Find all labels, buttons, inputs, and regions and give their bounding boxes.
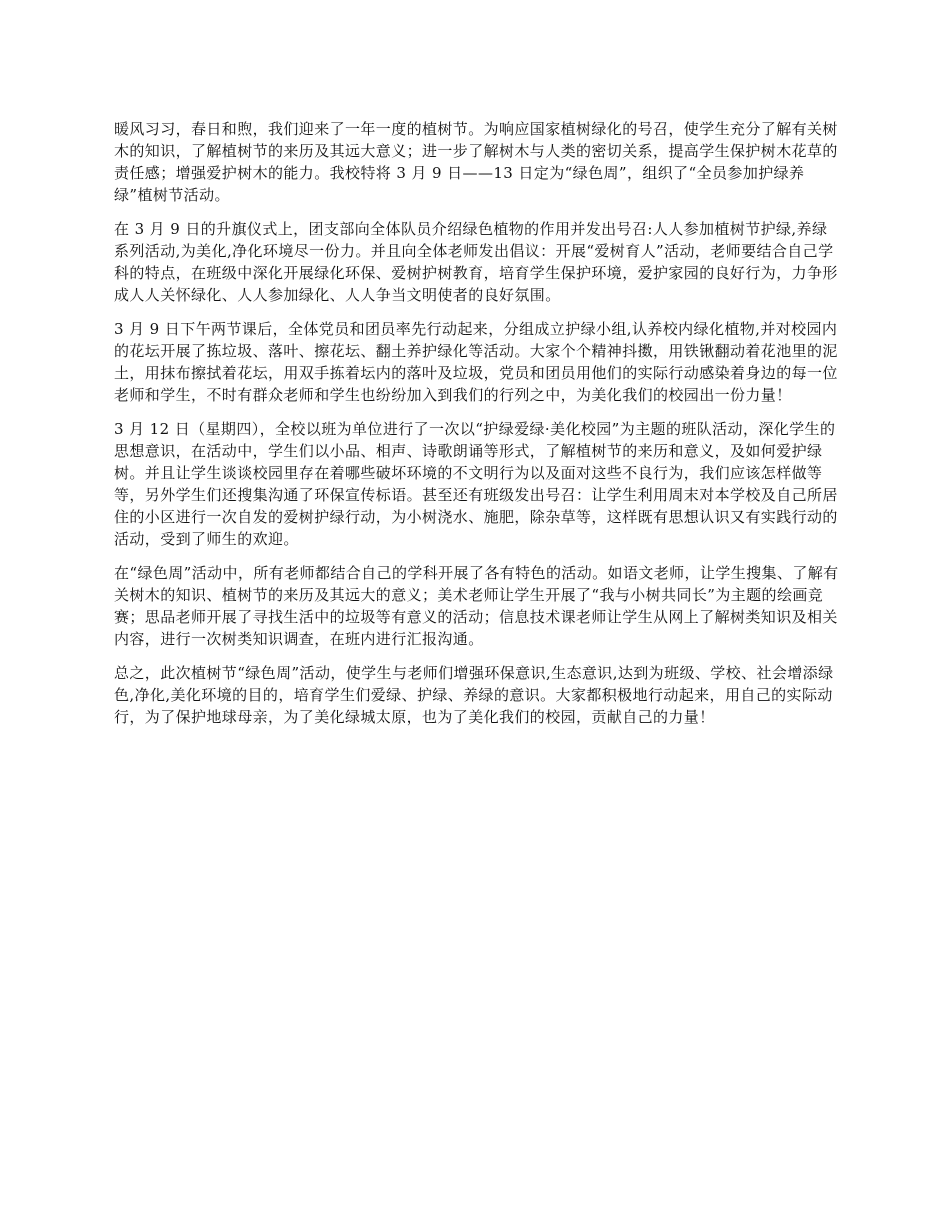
paragraph-conclusion: 总之，此次植树节“绿色周”活动，使学生与老师们增强环保意识,生态意识,达到为班级、学校、社会增添绿色,净化,美化环境的目的，培育学生们爱绿、护绿、养绿的意识。大家都积极地行动起来，用自己的实际动行，为了保护地球母亲，为了美化绿城太原，也为了美化我们的校园，贡献自己的力量！ xyxy=(114,664,834,726)
paragraph-teacher-activities: 在“绿色周”活动中，所有老师都结合自己的学科开展了各有特色的活动。如语文老师，让学生搜集、了解有关树木的知识、植树节的来历及其远大的意义；美术老师让学生开展了“我与小树共同长”为主题的绘画竞赛；思品老师开展了寻找生活中的垃圾等有意义的活动；信息技术课老师让学生从网上了解树类知识及相关内容，进行一次树类知识调查，在班内进行汇报沟通。 xyxy=(114,564,839,648)
paragraph-intro: 暖风习习，春日和煦，我们迎来了一年一度的植树节。为响应国家植树绿化的号召，使学生充分了解有关树木的知识，了解植树节的来历及其远大意义；进一步了解树木与人类的密切关系，提高学生保护树木花草的责任感；增强爱护树木的能力。我校特将 3 月 9 日——13 日定为“绿色周”，组织了“全员参加护绿养绿”植树节活动。 xyxy=(114,120,838,204)
paragraph-afternoon-activity: 3 月 9 日下午两节课后，全体党员和团员率先行动起来，分组成立护绿小组,认养校内绿化植物,并对校园内的花坛开展了拣垃圾、落叶、擦花坛、翻土养护绿化等活动。大家个个精神抖擞，用铁锹翻动着花池里的泥土，用抹布擦拭着花坛，用双手拣着坛内的落叶及垃圾，党员和团员用他们的实际行动感染着身边的每一位老师和学生，不时有群众老师和学生也纷纷加入到我们的行列之中，为美化我们的校园出一份力量！ xyxy=(114,320,838,404)
paragraph-class-meeting: 3 月 12 日（星期四），全校以班为单位进行了一次以“护绿爱绿·美化校园”为主题的班队活动，深化学生的思想意识，在活动中，学生们以小品、相声、诗歌朗诵等形式，了解植树节的来历和意义，及如何爱护绿树。并且让学生谈谈校园里存在着哪些破坏环境的不文明行为以及面对这些不良行为，我们应该怎样做等等，另外学生们还搜集沟通了环保宣传标语。甚至还有班级发出号召：让学生利用周末对本学校及自己所居住的小区进行一次自发的爱树护绿行动，为小树浇水、施肥，除杂草等，这样既有思想认识又有实践行动的活动，受到了师生的欢迎。 xyxy=(114,420,838,548)
document-body xyxy=(114,118,839,740)
paragraph-flag-ceremony: 在 3 月 9 日的升旗仪式上，团支部向全体队员介绍绿色植物的作用并发出号召:人人参加植树节护绿,养绿系列活动,为美化,净化环境尽一份力。并且向全体老师发出倡议：开展“爱树育人”活动，老师要结合自己学科的特点，在班级中深化开展绿化环保、爱树护树教育，培育学生保护环境，爱护家园的良好行为，力争形成人人关怀绿化、人人参加绿化、人人争当文明使者的良好氛围。 xyxy=(114,220,838,304)
